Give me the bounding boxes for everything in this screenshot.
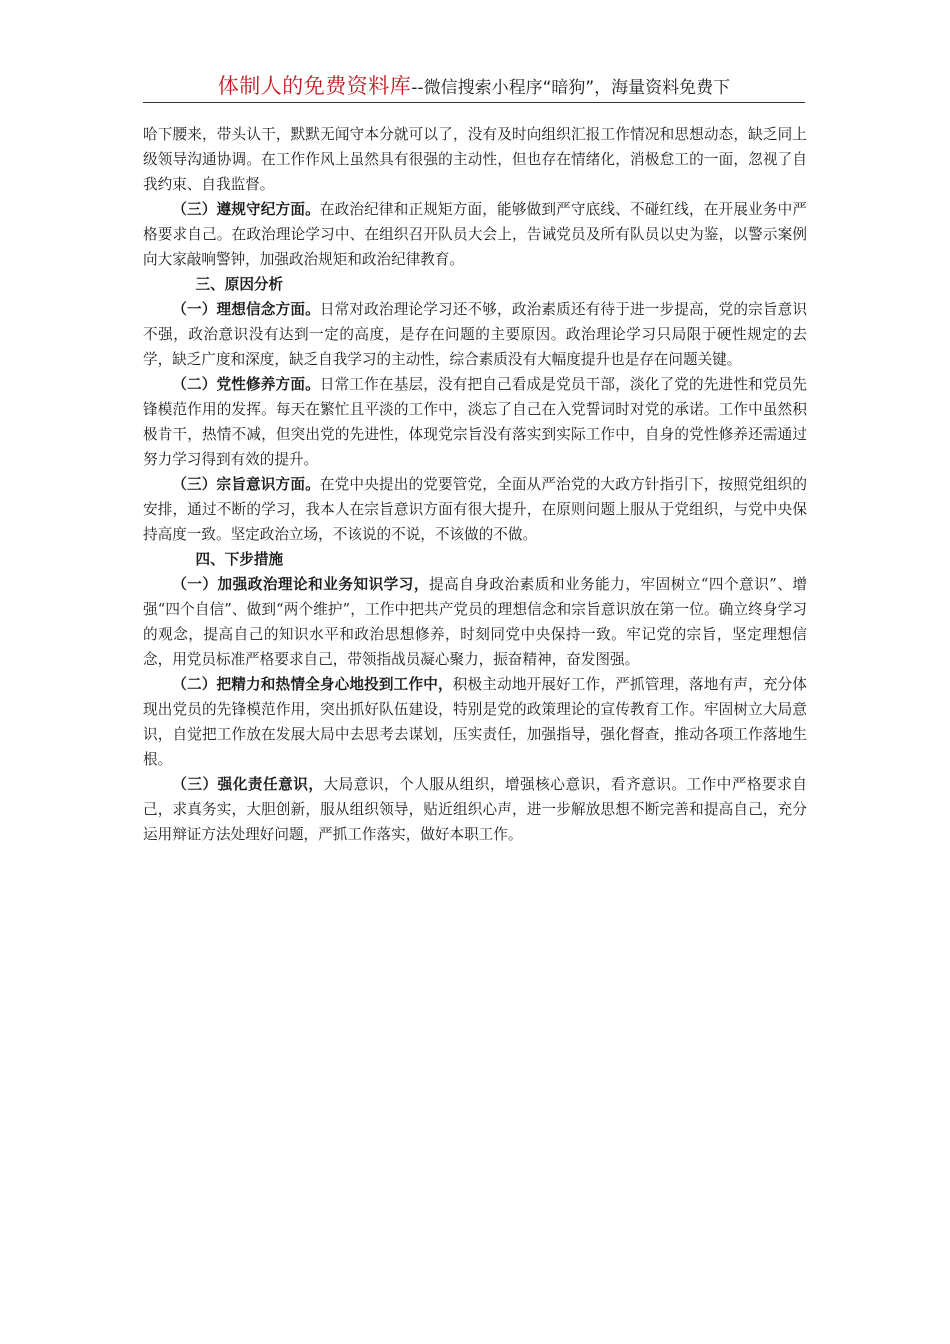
paragraph-text: 提高自身政治素质和业务能力，牢固树立“四个意识”、增强“四个自信”、做到“两个维护”，工作中把共产党员的理想信念和宗旨意识放在第一位。确立终身学习的观念，提高自己的知识水平和政治思想修养，时刻同党中央保持一致。牢记党的宗旨，坚定理想信念，用党员标准严格要求自己，带领指战员凝心聚力，振奋精神，奋发图强。: [143, 576, 807, 668]
paragraph-lead: （二）党性修养方面。: [172, 376, 320, 393]
paragraph-lead: （三）宗旨意识方面。: [172, 476, 320, 493]
paragraph-text: 积极主动地开展好工作，严抓管理，落地有声，充分体现出党员的先锋模范作用，突出抓好队伍建设，特别是党的政策理论的宣传教育工作。牢固树立大局意识，自觉把工作放在发展大局中去思考去谋划，压实责任，加强指导，强化督查，推动各项工作落地生根。: [143, 676, 807, 768]
section-heading-cause-analysis: 三、原因分析: [195, 276, 284, 293]
paragraph-ideals: [143, 297, 807, 372]
paragraph-discipline: [143, 197, 807, 272]
paragraph-work-dedication: [143, 672, 807, 772]
paragraph-text: 日常工作在基层，没有把自己看成是党员干部，淡化了党的先进性和党员先锋模范作用的发挥。每天在繁忙且平淡的工作中，淡忘了自己在入党誓词时对党的承诺。工作中虽然积极肯干，热情不减，但突出党的先进性，体现党宗旨没有落实到实际工作中，自身的党性修养还需通过努力学习得到有效的提升。: [143, 376, 807, 468]
paragraph-party-spirit: [143, 372, 807, 472]
paragraph-lead: （三）遵规守纪方面。: [172, 201, 320, 218]
paragraph-lead: （二）把精力和热情全身心地投到工作中，: [172, 676, 453, 693]
header-slogan: --微信搜索小程序“暗狗”，海量资料免费下: [411, 78, 731, 98]
paragraph-continued: [143, 122, 807, 197]
page-header: [143, 70, 805, 103]
paragraph-text: 在党中央提出的党要管党，全面从严治党的大政方针指引下，按照党组织的安排，通过不断的学习，我本人在宗旨意识方面有很大提升，在原则问题上服从于党组织，与党中央保持高度一致。坚定政治立场，不该说的不说，不该做的不做。: [143, 476, 807, 543]
header-brand: 体制人的免费资料库: [217, 74, 412, 98]
paragraph-purpose: [143, 472, 807, 547]
paragraph-lead: （一）加强政治理论和业务知识学习，: [172, 576, 429, 593]
paragraph-text: 日常对政治理论学习还不够，政治素质还有待于进一步提高，党的宗旨意识不强，政治意识没有达到一定的高度，是存在问题的主要原因。政治理论学习只局限于硬性规定的去学，缺乏广度和深度，缺乏自我学习的主动性，综合素质没有大幅度提升也是存在问题关键。: [143, 301, 807, 368]
paragraph-study: [143, 572, 807, 672]
section-heading-next-steps: 四、下步措施: [195, 551, 284, 568]
paragraph-lead: （三）强化责任意识，: [172, 776, 324, 793]
paragraph-text: 大局意识，个人服从组织，增强核心意识，看齐意识。工作中严格要求自己，求真务实，大胆创新，服从组织领导，贴近组织心声，进一步解放思想不断完善和提高自己，充分运用辩证方法处理好问题，严抓工作落实，做好本职工作。: [143, 776, 807, 843]
document-body: [143, 122, 807, 847]
paragraph-lead: （一）理想信念方面。: [172, 301, 320, 318]
paragraph-text: 在政治纪律和正规矩方面，能够做到严守底线、不碰红线，在开展业务中严格要求自己。在政治理论学习中、在组织召开队员大会上，告诫党员及所有队员以史为鉴，以警示案例向大家敲响警钟，加强政治规矩和政治纪律教育。: [143, 201, 807, 268]
paragraph-responsibility: [143, 772, 807, 847]
paragraph-text: 哈下腰来，带头认干，默默无闻守本分就可以了，没有及时向组织汇报工作情况和思想动态，缺乏同上级领导沟通协调。在工作作风上虽然具有很强的主动性，但也存在情绪化，消极怠工的一面，忽视了自我约束、自我监督。: [143, 126, 807, 193]
